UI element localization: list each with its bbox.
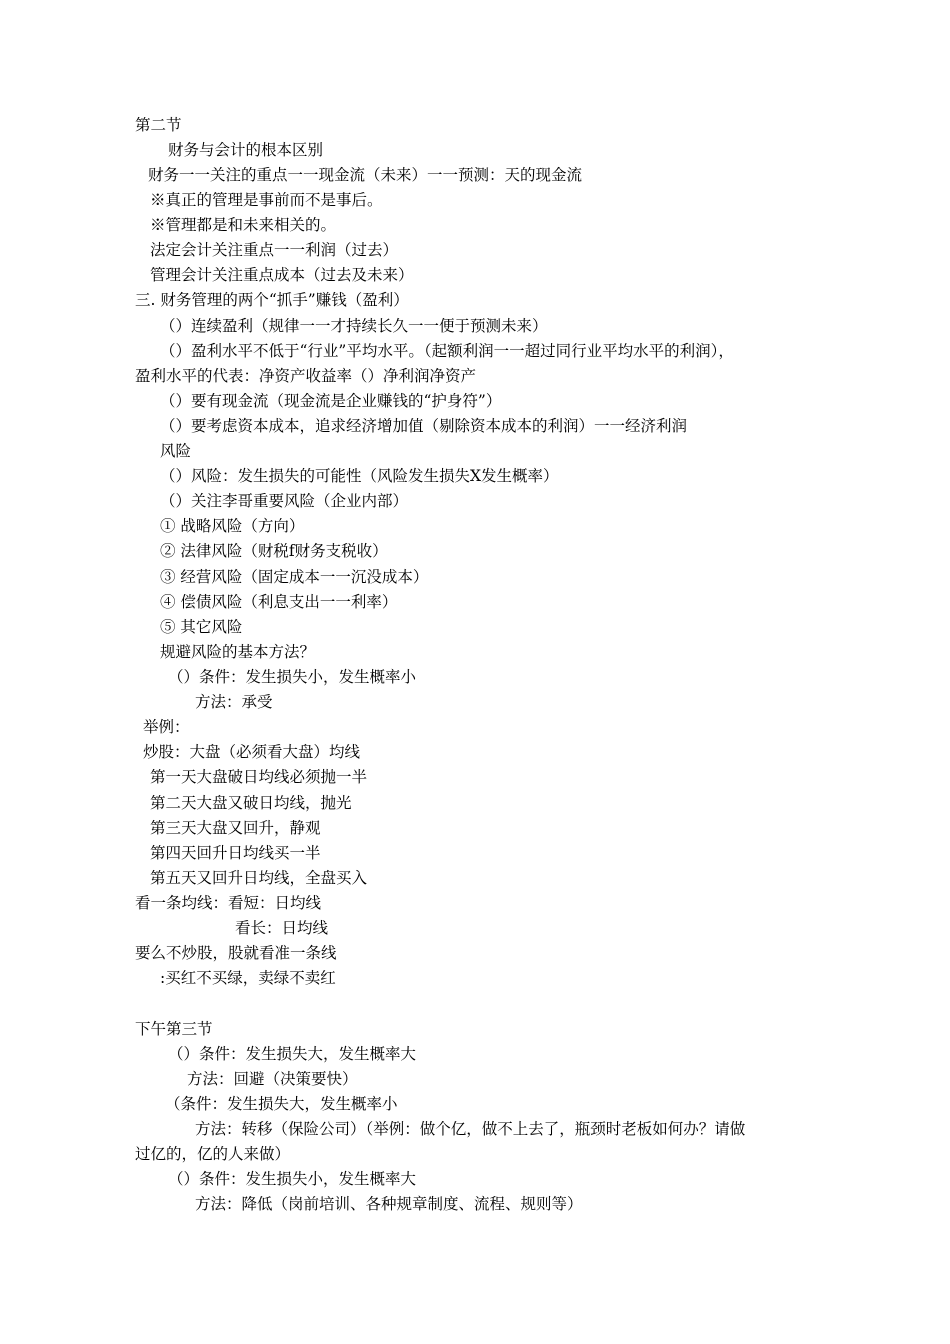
list-item: （）条件：发生损失小，发生概率大	[168, 1170, 417, 1188]
text-line: ※管理都是和未来相关的。	[150, 216, 337, 234]
subheading: 规避风险的基本方法？	[160, 643, 316, 661]
text-line: 盈利水平的代表：净资产收益率（）净利润净资产	[135, 367, 477, 385]
text-line: 方法：回避（决策要快）	[187, 1070, 358, 1088]
text-line: :买红不买绿，卖绿不卖红	[160, 969, 336, 987]
list-item: ② 法律风险（财税f财务支税收）	[160, 542, 388, 560]
text-line: 第五天又回升日均线，全盘买入	[150, 869, 368, 887]
subheading: 财务与会计的根本区别	[168, 141, 324, 159]
list-item: （条件：发生损失大，发生概率小	[165, 1095, 398, 1113]
list-item: ① 战略风险（方向）	[160, 517, 305, 535]
text-line: 第一天大盘破日均线必须抛一半	[150, 768, 368, 786]
list-item: ④ 偿债风险（利息支出一一利率）	[160, 593, 398, 611]
text-line: 法定会计关注重点一一利润（过去）	[150, 241, 399, 259]
text-line: 管理会计关注重点成本（过去及未来）	[150, 266, 414, 284]
list-item: （）条件：发生损失小，发生概率小	[168, 668, 417, 686]
text-line: 看长：日均线	[235, 919, 329, 937]
list-item: （）要有现金流（现金流是企业赚钱的“护身符”）	[160, 392, 502, 410]
text-line: ※真正的管理是事前而不是事后。	[150, 191, 383, 209]
text-line: 过亿的，亿的人来做）	[135, 1145, 291, 1163]
text-line: 财务一一关注的重点一一现金流（未来）一一预测：天的现金流	[148, 166, 583, 184]
subheading: 风险	[160, 442, 192, 460]
section-heading: 第二节	[135, 116, 182, 134]
section-heading: 下午第三节	[135, 1020, 213, 1038]
text-line: 第二天大盘又破日均线，抛光	[150, 794, 352, 812]
text-line: 看一条均线：看短：日均线	[135, 894, 322, 912]
list-item: ③ 经营风险（固定成本一一沉没成本）	[160, 568, 429, 586]
text-line: 方法：降低（岗前培训、各种规章制度、流程、规则等）	[195, 1195, 583, 1213]
text-line: 第四天回升日均线买一半	[150, 844, 321, 862]
list-item: （）关注李哥重要风险（企业内部）	[160, 492, 409, 510]
list-item: ⑤ 其它风险	[160, 618, 243, 636]
text-line: 举例：	[143, 718, 190, 736]
text-line: 方法：承受	[195, 693, 273, 711]
text-line: 方法：转移（保险公司）（举例：做个亿，做不上去了，瓶颈时老板如何办？请做	[195, 1120, 746, 1138]
list-item: （）风险：发生损失的可能性（风险发生损失X发生概率）	[160, 467, 559, 485]
list-item: （）条件：发生损失大，发生概率大	[168, 1045, 417, 1063]
text-line: 炒股：大盘（必须看大盘）均线	[143, 743, 361, 761]
list-item: （）连续盈利（规律一一才持续长久一一便于预测未来）	[160, 317, 548, 335]
text-line: 第三天大盘又回升，静观	[150, 819, 321, 837]
list-item: （）要考虑资本成本，追求经济增加值（剔除资本成本的利润）一一经济利润	[160, 417, 688, 435]
text-line: 要么不炒股，股就看准一条线	[135, 944, 337, 962]
list-item: （）盈利水平不低于“行业”平均水平。（起额利润一一超过同行业平均水平的利润），	[160, 342, 734, 360]
section-heading: 三. 财务管理的两个“抓手”赚钱（盈利）	[135, 291, 409, 309]
